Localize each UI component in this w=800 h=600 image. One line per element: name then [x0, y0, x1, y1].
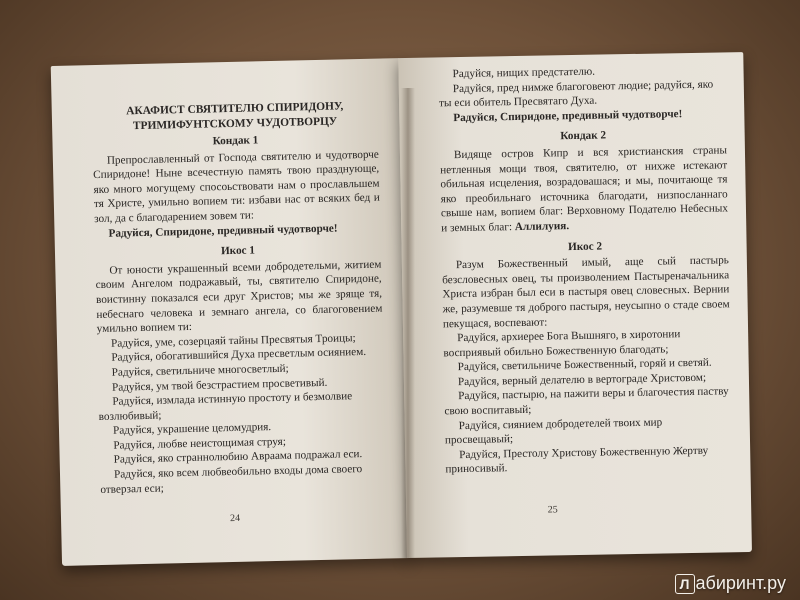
- watermark-text: абиринт.ру: [695, 573, 786, 593]
- continued-blessing: Радуйся, пред нимже благоговеют людие; радуйся, яко ты еси обитель Пресвятаго Духа.: [438, 78, 714, 110]
- kontakion-2-alleluia: Аллилуия.: [514, 220, 570, 234]
- ikos-1-blessing: Радуйся, уме, созерцаяй тайны Пресвятыя Троицы;: [110, 331, 356, 350]
- ikos-1-blessing: Радуйся, обогатившийся Духа пресветлым осиянием.: [111, 346, 367, 365]
- kontakion-2-text: [440, 143, 728, 236]
- ikos-1-blessing: Радуйся, украшение целомудрия.: [112, 421, 272, 437]
- ikos-1-blessing: Радуйся, светильниче многосветлый;: [111, 362, 289, 379]
- ikos-2-blessing: Радуйся, Престолу Христову Божественную Жертву приносивый.: [445, 444, 709, 476]
- continued-blessing: Радуйся, нищих предстателю.: [452, 65, 596, 81]
- ikos-1-heading: Икос 1: [220, 244, 256, 258]
- right-page-text: [438, 62, 732, 477]
- ikos-2-heading: Икос 2: [568, 240, 603, 253]
- labirint-watermark: [675, 573, 786, 594]
- left-page: [51, 58, 410, 566]
- ikos-2-blessing: Радуйся, верный делателю в вертограде Христовом;: [457, 371, 707, 388]
- ikos-1-blessing: Радуйся, яко всем любвеобильно входы дома своего отверзал еси;: [100, 463, 363, 496]
- ikos-2-blessing: Радуйся, пастырю, на пажити веры и благочестия паству свою воспитавый;: [444, 385, 729, 418]
- kontakion-2-heading: Кондак 2: [560, 129, 607, 143]
- ikos-1-blessing: Радуйся, измлада истинную простоту и безмолвие возлюбивый;: [98, 390, 353, 423]
- kontakion-1-heading: Кондак 1: [212, 134, 259, 148]
- ikos-2-blessing: Радуйся, сиянием добродетелей твоих мир просвещавый;: [444, 416, 663, 447]
- kontakion-2-body: Видяще остров Кипр и вся христианския страны нетленныя мощи твоя, святителю, от нихже истекают обильная исцеления, возрадовашася; и мы, почитающе тя яко преобильнаго источника благодати, низпосланнаго свыше нам, вопием благ: Верховному Подателю Небесных и земных благ:: [440, 144, 729, 235]
- ikos-2-text: Разум Божественный имый, аще сый пастырь безсловесных овец, ты произволением Пастыреначальника Христа избран был еси в пастыря овец словесных. Вернии же, разумевше тя доброго пастыря, неусыпно о стаде своем пекущася, воспевают:: [442, 254, 730, 330]
- ikos-1-blessing: Радуйся, любве неистощимая струя;: [113, 435, 287, 452]
- ikos-1-refrain: Радуйся, Спиридоне, предивный чудотворче!: [453, 107, 683, 124]
- right-page: [398, 52, 752, 558]
- ikos-1-blessing: Радуйся, яко страннолюбию Авраама подражал еси.: [113, 448, 363, 467]
- ikos-1-text: От юности украшенный всеми добродетельми, житием своим Ангелом подражавый, ты, святителю Спиридоне, воистинну показался еси друг Христов; мы же зряще тя, небеснаго человека и земнаго ангела, со благоговением умильно вопием ти:: [95, 258, 383, 336]
- akathist-title: АКАФИСТ СВЯТИТЕЛЮ СПИРИДОНУ, ТРИМИФУНТСКОМУ ЧУДОТВОРЦУ: [126, 100, 344, 133]
- ikos-2-blessing: Радуйся, архиерее Бога Вышняго, в хиротонии восприявый обильно Божественную благодать;: [443, 328, 681, 360]
- open-book: [62, 58, 752, 558]
- left-page-text: [91, 89, 386, 498]
- kontakion-1-refrain: Радуйся, Спиридоне, предивный чудотворче!: [108, 222, 338, 240]
- page-number-right: 25: [547, 504, 558, 516]
- ikos-2-blessing: Радуйся, светильниче Божественный, горяй и светяй.: [457, 356, 712, 374]
- page-number-left: 24: [229, 512, 241, 525]
- kontakion-1-text: Препрославленный от Господа святителю и чудотворче Спиридоне! Ныне всечестную память твою празднующе, яко много могущему спосоьствовати нам о прославльшем тя Христе, умильно вопием ти: избави нас от всяких бед и зол, да с благодарением зовем ти:: [93, 148, 380, 226]
- ikos-1-blessing: Радуйся, ум твой безстрастием просветивый.: [111, 376, 328, 394]
- labirint-logo-icon: Л: [675, 574, 695, 594]
